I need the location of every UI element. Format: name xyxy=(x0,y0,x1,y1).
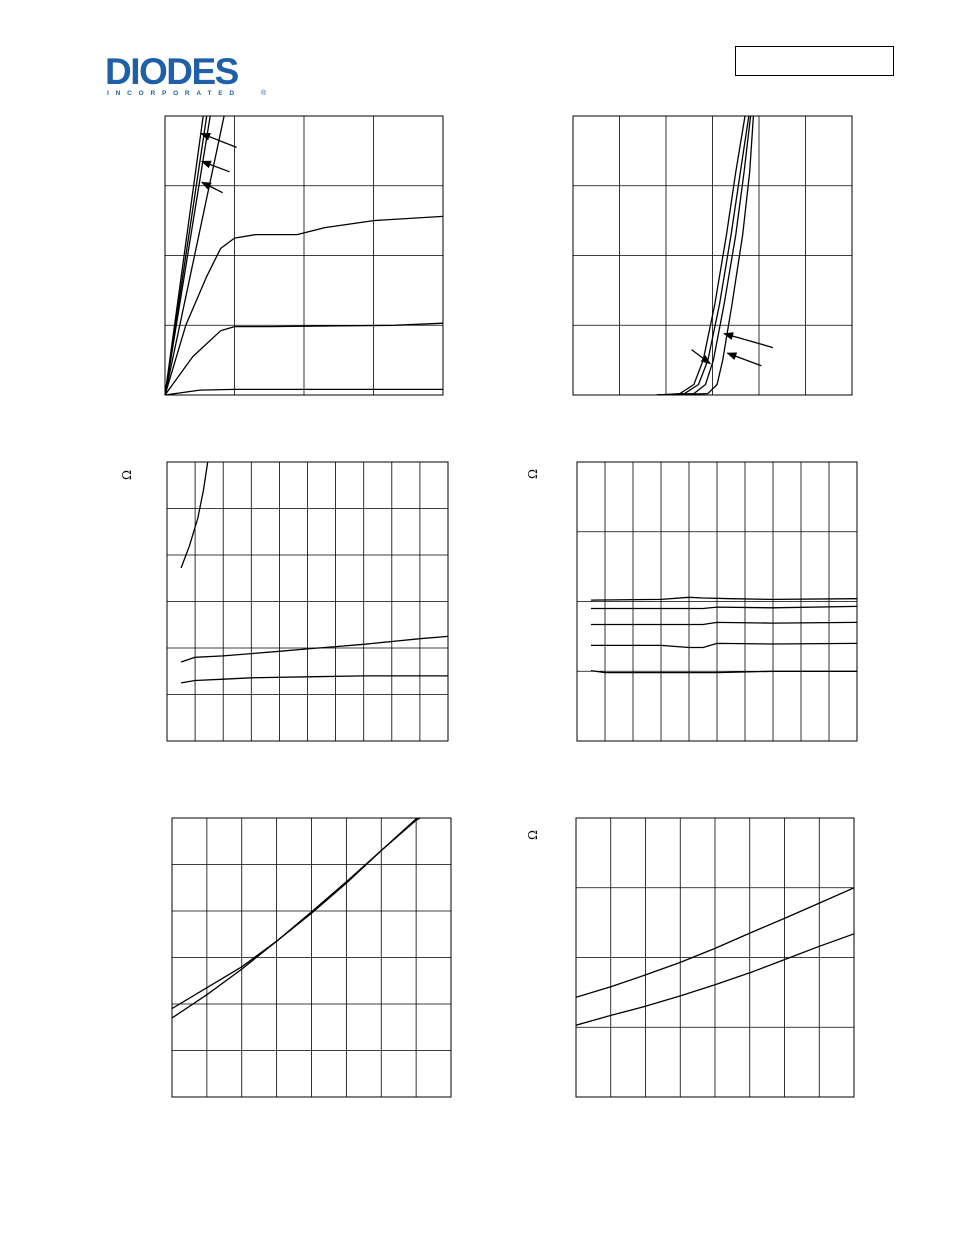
annotation-arrow-3 xyxy=(692,350,711,364)
diodes-logo xyxy=(104,50,269,98)
plot-frame xyxy=(573,116,852,395)
series-line-2 xyxy=(591,606,857,608)
annotation-arrow-3 xyxy=(202,182,223,192)
series-line-3 xyxy=(657,116,751,395)
annotation-arrow-2 xyxy=(727,353,761,366)
series-group xyxy=(591,597,857,672)
series-group xyxy=(172,797,451,1018)
series-line-1 xyxy=(181,462,208,568)
series-line-1 xyxy=(576,888,854,998)
series-line-1 xyxy=(591,597,857,600)
series-line-2 xyxy=(165,116,203,395)
series-line-4 xyxy=(165,116,224,395)
series-line-2 xyxy=(172,797,451,1018)
series-line-4 xyxy=(657,116,754,395)
series-group xyxy=(576,888,854,1025)
series-line-3 xyxy=(165,116,210,395)
plot-frame xyxy=(576,818,854,1097)
series-line-6 xyxy=(165,323,443,395)
annotation-arrow-1 xyxy=(201,133,236,147)
brand-sub: INCORPORATED xyxy=(107,90,241,97)
series-line-5 xyxy=(165,216,443,395)
ohm-symbol-c3: Ω xyxy=(119,470,134,480)
series-line-1 xyxy=(657,116,745,395)
plot-frame xyxy=(165,116,443,395)
ohm-symbol-c6: Ω xyxy=(525,830,540,840)
series-line-3 xyxy=(181,676,448,683)
plot-frame xyxy=(172,818,451,1097)
part-number-box xyxy=(735,46,894,76)
series-group xyxy=(165,116,443,395)
series-group xyxy=(657,116,754,395)
plot-frame xyxy=(167,462,448,741)
series-line-1 xyxy=(172,799,451,1008)
annotation-arrow-1 xyxy=(724,334,773,348)
series-line-4 xyxy=(591,643,857,647)
series-line-2 xyxy=(181,636,448,662)
series-line-5 xyxy=(591,671,857,673)
ohm-symbol-c4: Ω xyxy=(525,469,540,479)
brand-name: DIODES xyxy=(105,51,238,92)
series-line-2 xyxy=(657,116,749,395)
series-group xyxy=(181,462,448,683)
registered-mark: ® xyxy=(261,90,267,97)
series-line-7 xyxy=(165,389,443,395)
series-line-2 xyxy=(576,934,854,1025)
series-line-1 xyxy=(165,116,207,395)
series-line-3 xyxy=(591,622,857,624)
annotation-arrow-2 xyxy=(202,161,230,171)
plot-frame xyxy=(577,462,857,741)
